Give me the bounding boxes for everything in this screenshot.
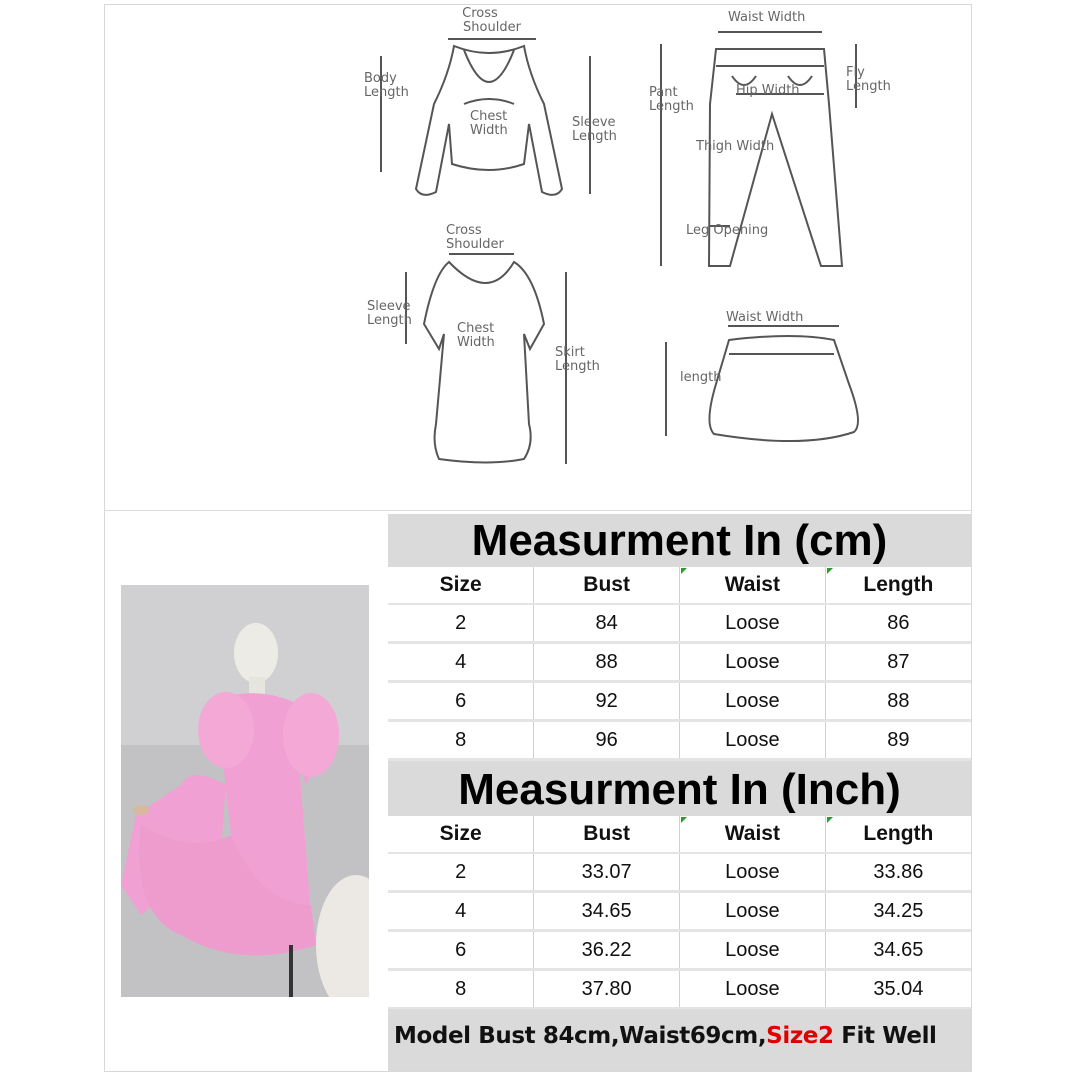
svg-text:Width: Width	[457, 335, 495, 350]
header-waist: Waist	[680, 567, 826, 604]
svg-text:Fly: Fly	[846, 65, 865, 80]
cell-size: 6	[388, 931, 534, 970]
svg-text:Leg Opening: Leg Opening	[686, 223, 769, 238]
comment-marker-icon	[681, 568, 687, 574]
svg-text:Length: Length	[367, 313, 412, 328]
svg-text:Length: Length	[572, 129, 617, 144]
svg-text:Body: Body	[364, 71, 397, 86]
section-divider	[104, 510, 972, 511]
table-row	[388, 892, 971, 931]
model-fit-note	[388, 1009, 971, 1071]
svg-text:Shoulder: Shoulder	[463, 20, 521, 35]
cell-bust: 34.65	[534, 892, 680, 931]
inch-table	[388, 816, 971, 1010]
table-row	[388, 604, 971, 643]
cell-size: 8	[388, 970, 534, 1009]
comment-marker-icon	[681, 817, 687, 823]
cell-bust: 96	[534, 721, 680, 760]
cell-size: 2	[388, 604, 534, 643]
inch-table-title: Measurment In (Inch)	[388, 761, 971, 816]
svg-text:Sleeve: Sleeve	[572, 115, 616, 130]
svg-text:Length: Length	[364, 85, 409, 100]
garment-diagrams-svg	[104, 4, 972, 510]
cell-length: 34.25	[825, 892, 971, 931]
cell-bust: 36.22	[534, 931, 680, 970]
cell-bust: 37.80	[534, 970, 680, 1009]
cell-bust: 33.07	[534, 853, 680, 892]
cell-waist: Loose	[680, 892, 826, 931]
highlight-size: Size2	[766, 1023, 834, 1049]
svg-text:Waist Width: Waist Width	[728, 10, 806, 25]
cell-length: 88	[825, 682, 971, 721]
cell-waist: Loose	[680, 721, 826, 760]
comment-marker-icon	[827, 817, 833, 823]
cell-length: 35.04	[825, 970, 971, 1009]
svg-text:Sleeve: Sleeve	[367, 299, 411, 314]
cell-waist: Loose	[680, 853, 826, 892]
svg-text:Cross: Cross	[446, 223, 482, 238]
table-row	[388, 721, 971, 760]
svg-text:length: length	[680, 370, 722, 385]
svg-text:Length: Length	[649, 99, 694, 114]
skirt-diagram	[709, 336, 858, 441]
cell-waist: Loose	[680, 682, 826, 721]
svg-text:Length: Length	[846, 79, 891, 94]
table-row	[388, 682, 971, 721]
cell-length: 89	[825, 721, 971, 760]
svg-text:Hip Width: Hip Width	[736, 83, 800, 98]
cm-table-title: Measurment In (cm)	[388, 514, 971, 567]
header-length: Length	[825, 567, 971, 604]
dress-diagram	[424, 262, 544, 463]
table-row	[388, 970, 971, 1009]
cell-waist: Loose	[680, 604, 826, 643]
header-length: Length	[825, 816, 971, 853]
cell-length: 87	[825, 643, 971, 682]
cell-bust: 88	[534, 643, 680, 682]
cm-header-row	[388, 567, 971, 604]
product-photo	[121, 585, 369, 997]
inch-header-row	[388, 816, 971, 853]
cell-bust: 84	[534, 604, 680, 643]
table-row	[388, 931, 971, 970]
model-fit-text: Model Bust 84cm,Waist69cm,Size2 Fit Well	[394, 1023, 937, 1049]
header-size: Size	[388, 567, 534, 604]
cell-waist: Loose	[680, 643, 826, 682]
svg-text:Width: Width	[470, 123, 508, 138]
cell-size: 4	[388, 892, 534, 931]
cm-table	[388, 567, 971, 761]
svg-text:Shoulder: Shoulder	[446, 237, 504, 252]
cell-length: 86	[825, 604, 971, 643]
comment-marker-icon	[827, 568, 833, 574]
cell-waist: Loose	[680, 931, 826, 970]
cell-size: 6	[388, 682, 534, 721]
svg-text:Thigh Width: Thigh Width	[696, 139, 775, 154]
cell-bust: 92	[534, 682, 680, 721]
table-row	[388, 643, 971, 682]
cell-length: 34.65	[825, 931, 971, 970]
svg-text:Waist Width: Waist Width	[726, 310, 804, 325]
header-size: Size	[388, 816, 534, 853]
header-bust: Bust	[534, 567, 680, 604]
svg-text:Pant: Pant	[649, 85, 678, 100]
svg-text:Chest: Chest	[457, 321, 495, 336]
svg-text:Skirt: Skirt	[555, 345, 585, 360]
cell-size: 2	[388, 853, 534, 892]
svg-text:Chest: Chest	[470, 109, 508, 124]
table-row	[388, 853, 971, 892]
measurement-diagrams	[104, 4, 972, 510]
header-waist: Waist	[680, 816, 826, 853]
cell-length: 33.86	[825, 853, 971, 892]
cell-waist: Loose	[680, 970, 826, 1009]
cell-size: 4	[388, 643, 534, 682]
header-bust: Bust	[534, 816, 680, 853]
svg-text:Length: Length	[555, 359, 600, 374]
size-chart	[388, 514, 971, 1010]
svg-text:Cross: Cross	[462, 6, 498, 21]
cell-size: 8	[388, 721, 534, 760]
